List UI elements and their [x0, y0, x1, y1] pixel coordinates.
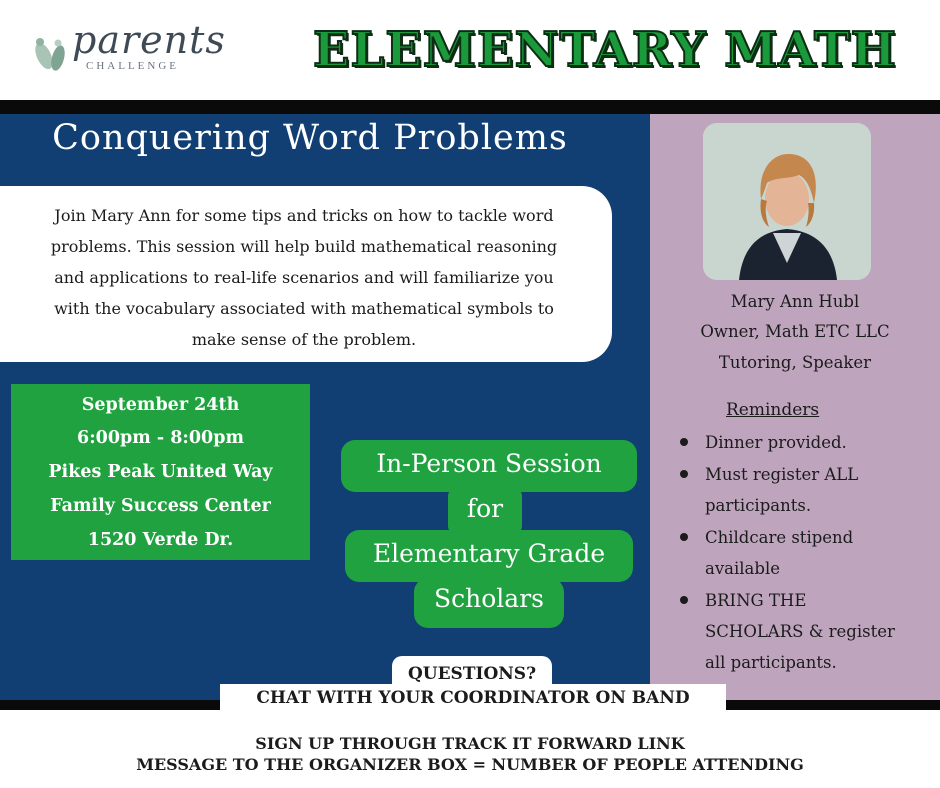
- session-description: [14, 200, 594, 355]
- description-line: problems. This session will help build mathematical reasoning: [50, 237, 558, 256]
- description-line: and applications to real-life scenarios and will familiarize you: [54, 268, 554, 287]
- description-line: with the vocabulary associated with mathematical symbols to: [54, 299, 554, 318]
- bullet-icon: [680, 470, 688, 478]
- event-venue-center: Family Success Center: [50, 496, 271, 516]
- reminder-line: Must register ALL: [705, 465, 859, 484]
- speaker-role-2: Tutoring, Speaker: [718, 353, 872, 372]
- speaker-name: Mary Ann Hubl: [730, 292, 860, 311]
- reminder-item: [705, 459, 930, 521]
- chat-instruction: CHAT WITH YOUR COORDINATOR ON BAND: [256, 688, 690, 708]
- description-line: Join Mary Ann for some tips and tricks on how to tackle word: [54, 206, 554, 225]
- speaker-role: Owner, Math ETC LLC: [700, 322, 890, 341]
- reminder-line: SCHOLARS & register: [705, 622, 895, 641]
- reminder-line: Childcare stipend: [705, 528, 854, 547]
- format-line: In-Person Session: [376, 449, 602, 478]
- reminders-title: Reminders: [726, 400, 820, 420]
- logo-subtitle: CHALLENGE: [86, 60, 179, 72]
- session-title: Conquering Word Problems: [52, 118, 568, 158]
- event-time: 6:00pm - 8:00pm: [77, 428, 244, 448]
- reminder-line: available: [705, 559, 780, 578]
- signup-instruction: SIGN UP THROUGH TRACK IT FORWARD LINK: [255, 734, 685, 753]
- page-title: ELEMENTARY MATH: [312, 22, 898, 78]
- format-line: Scholars: [434, 584, 544, 613]
- reminder-item: [705, 427, 930, 458]
- speaker-photo: [703, 123, 871, 280]
- reminder-line: Dinner provided.: [705, 433, 847, 452]
- reminder-item: [705, 585, 930, 678]
- person-photo-icon: [703, 123, 871, 280]
- reminder-line: BRING THE: [705, 591, 807, 610]
- reminder-line: participants.: [705, 496, 812, 515]
- reminder-line: all participants.: [705, 653, 837, 672]
- logo-word: parents: [72, 18, 226, 62]
- bullet-icon: [680, 533, 688, 541]
- bullet-icon: [680, 438, 688, 446]
- event-date: September 24th: [81, 395, 240, 415]
- bullet-icon: [680, 596, 688, 604]
- format-line: for: [466, 494, 504, 523]
- top-divider: [0, 100, 940, 114]
- reminder-item: [705, 522, 930, 584]
- description-line: make sense of the problem.: [191, 330, 417, 349]
- format-line: Elementary Grade: [372, 539, 606, 568]
- questions-label: QUESTIONS?: [407, 664, 537, 684]
- event-venue: Pikes Peak United Way: [48, 462, 273, 482]
- event-address: 1520 Verde Dr.: [87, 530, 234, 550]
- organizer-instruction: MESSAGE TO THE ORGANIZER BOX = NUMBER OF PEOPLE ATTENDING: [136, 755, 804, 774]
